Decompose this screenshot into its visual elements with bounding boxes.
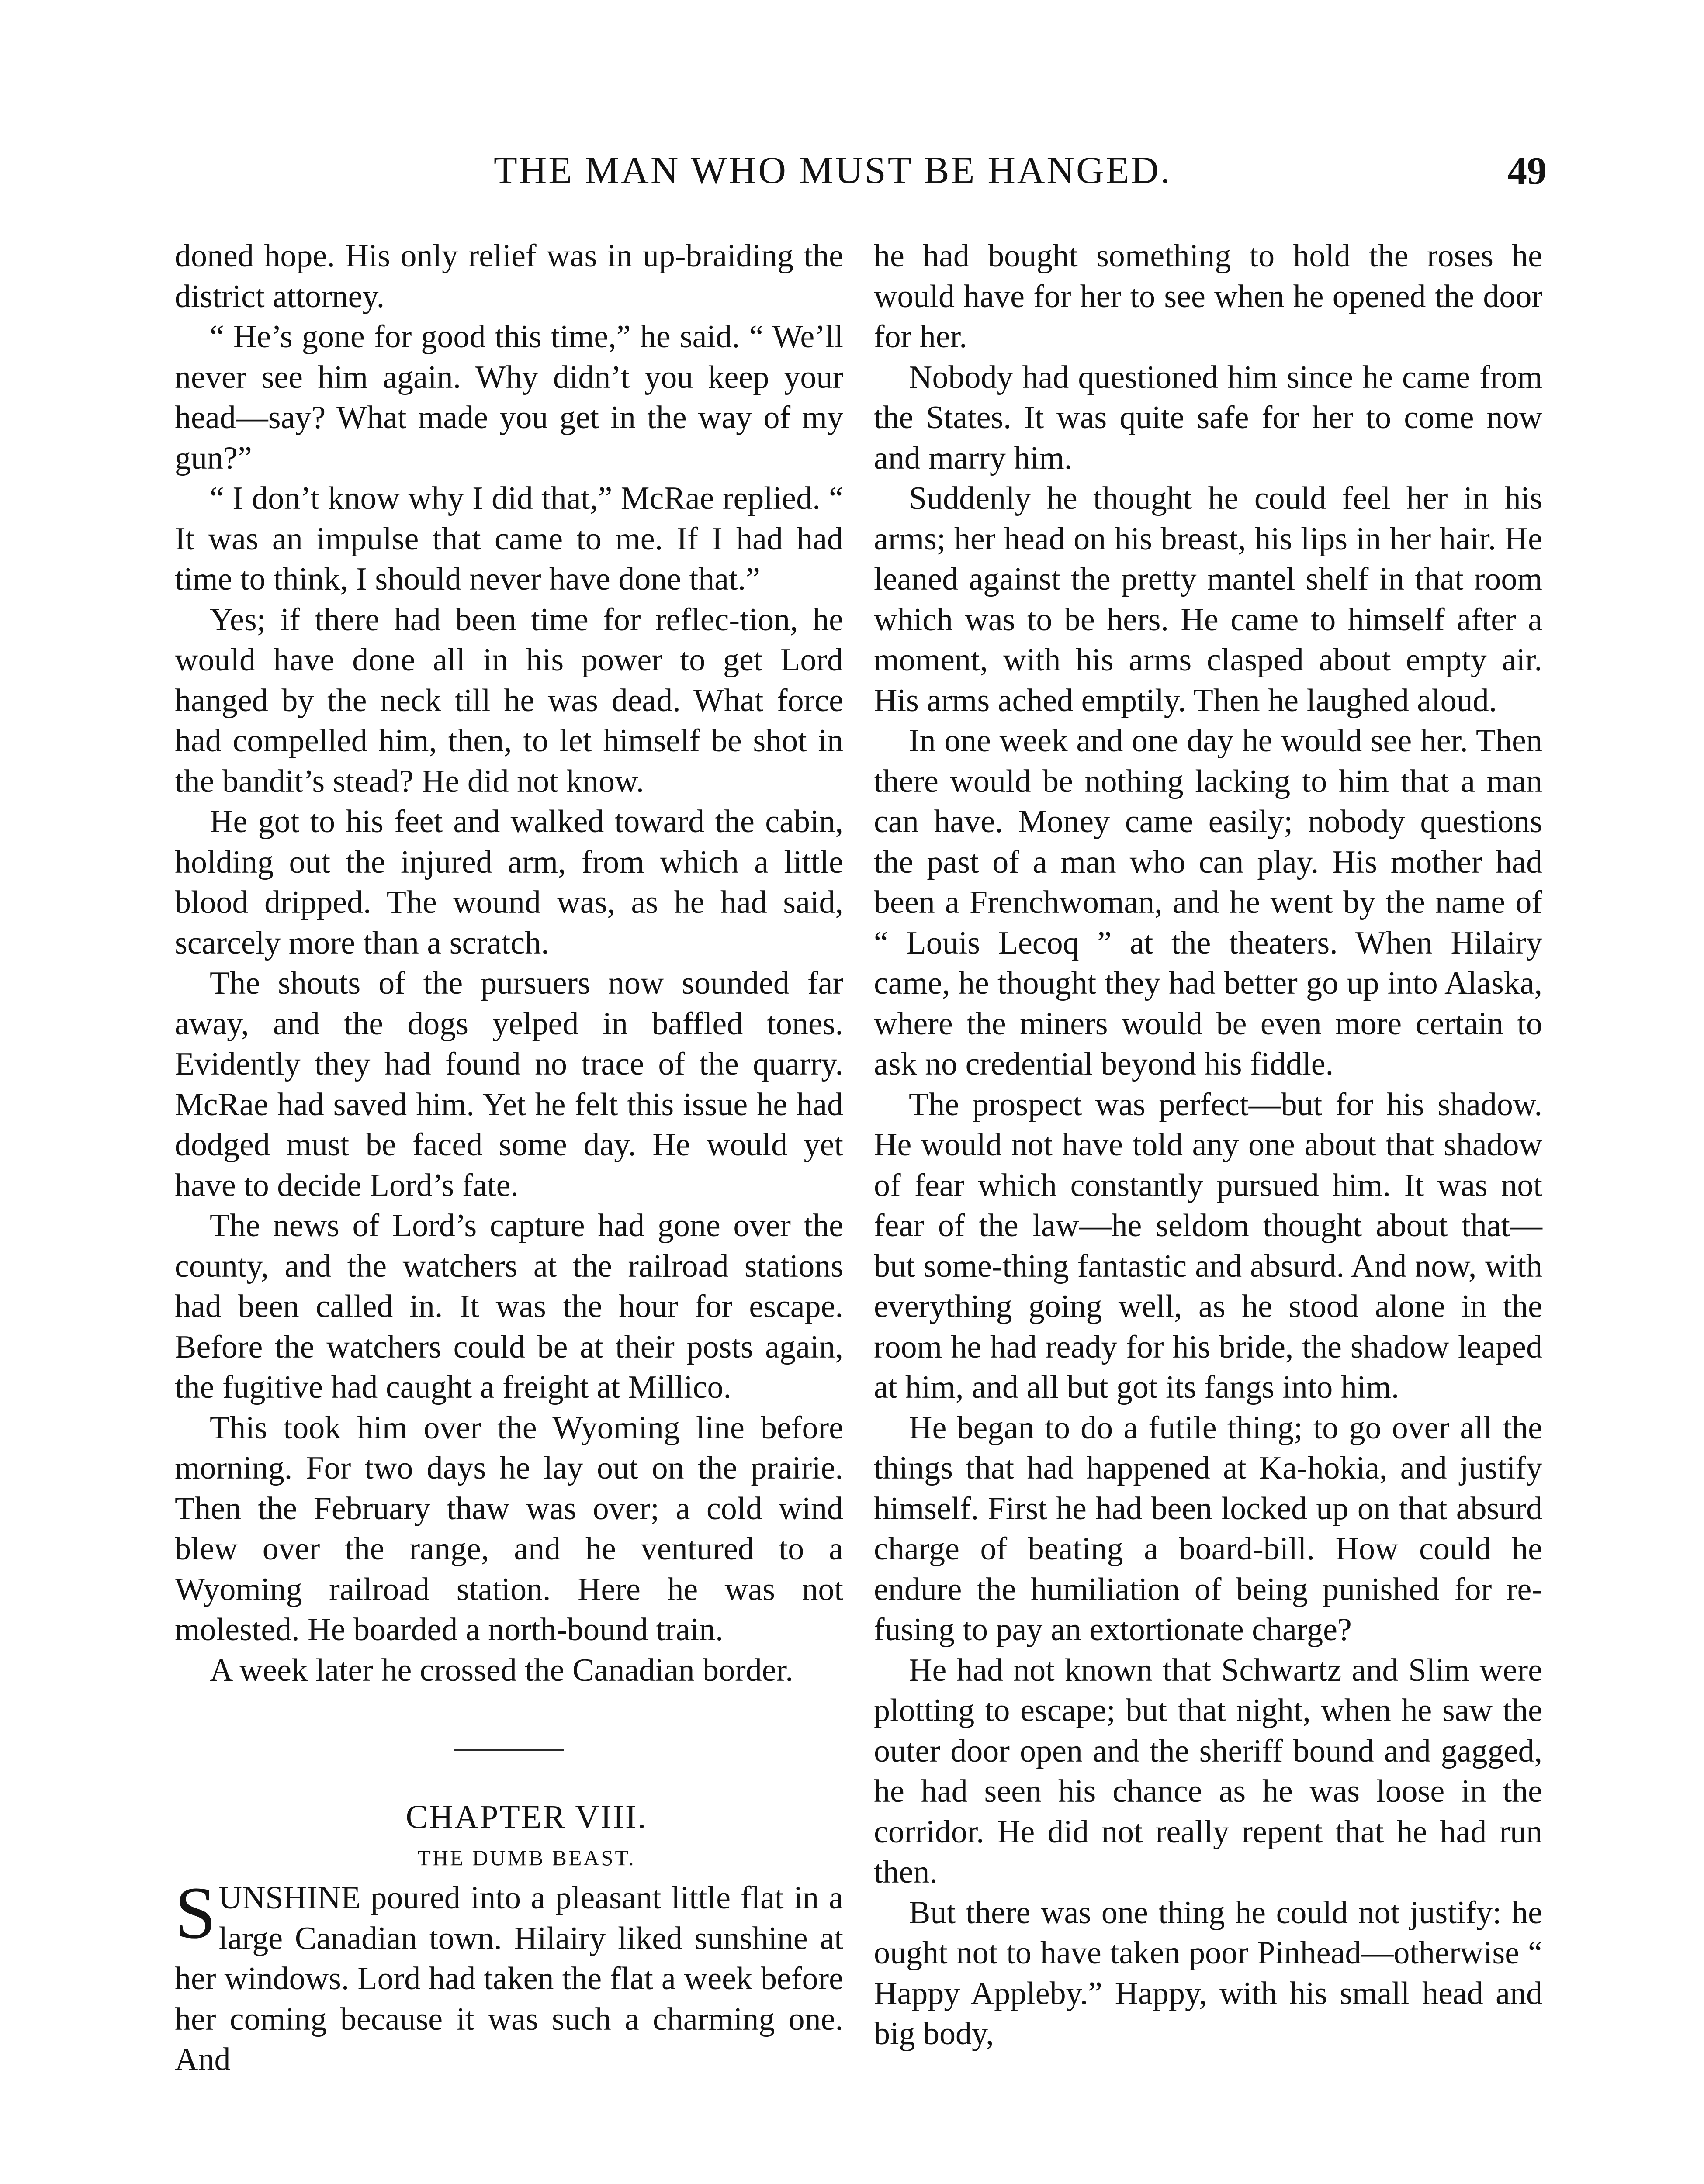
paragraph: doned hope. His only relief was in up-braiding the district attorney.: [175, 238, 843, 314]
paragraph: “ I don’t know why I did that,” McRae replied. “ It was an impulse that came to me. If I had had time to think, I should never have done that.”: [175, 480, 843, 597]
paragraph: In one week and one day he would see her. Then there would be nothing lacking to him that a man can have. Money came easily; nobody questions the past of a man who can play. His mother had been a Frenchwoman, and he went by the name of “ Louis Lecoq ” at the theaters. When Hilairy came, he thought they had better go up into Alaska, where the miners would be even more certain to ask no credential beyond his fiddle.: [874, 723, 1542, 1082]
paragraph: He had not known that Schwartz and Slim were plotting to escape; but that night, when he saw the outer door open and the sheriff bound and gagged, he had seen his chance as he was loose in the corridor. He did not really repent that he had run then.: [874, 1652, 1542, 1890]
paragraph: “ He’s gone for good this time,” he said. “ We’ll never see him again. Why didn’t you keep your head—say? What made you get in the way of my gun?”: [175, 319, 843, 476]
running-title: THE MAN WHO MUST BE HANGED.: [494, 149, 1172, 192]
paragraph: This took him over the Wyoming line before morning. For two days he lay out on the prairie. Then the February thaw was over; a cold wind blew over the range, and he ventured to a Wyoming railroad station. Here he was not molested. He boarded a north-bound train.: [175, 1410, 843, 1648]
paragraph: The prospect was perfect—but for his shadow. He would not have told any one about that shadow of fear which constantly pursued him. It was not fear of the law—he seldom thought about that—but some-thing fantastic and absurd. And now, with everything going well, as he stood alone in the room he had ready for his bride, the shadow leaped at him, and all but got its fangs into him.: [874, 1086, 1542, 1405]
paragraph: A week later he crossed the Canadian border.: [210, 1652, 793, 1688]
opening-text: UNSHINE poured into a pleasant little flat in a large Canadian town. Hilairy liked sunshine at her windows. Lord had taken the flat a week before her coming because it was such a charming one. And: [175, 1880, 843, 2077]
drop-cap: S: [175, 1872, 216, 1954]
paragraph: Yes; if there had been time for reflec-tion, he would have done all in his power to get Lord hanged by the neck till he was dead. What force had compelled him, then, to let himself be shot in the bandit’s stead? He did not know.: [175, 601, 843, 799]
chapter-opening-paragraph: [175, 1872, 843, 2080]
paragraph: But there was one thing he could not justify: he ought not to have taken poor Pinhead—otherwise “ Happy Appleby.” Happy, with his small head and big body,: [874, 1894, 1542, 2052]
paragraph: He got to his feet and walked toward the cabin, holding out the injured arm, from which a little blood dripped. The wound was, as he had said, scarcely more than a scratch.: [175, 804, 843, 961]
chapter-number: CHAPTER VIII.: [405, 1799, 648, 1835]
paragraph: He began to do a futile thing; to go over all the things that had happened at Ka-hokia, and justify himself. First he had been locked up on that absurd charge of beating a board-bill. How could he endure the humiliation of being punished for re-fusing to pay an extortionate charge?: [874, 1410, 1542, 1648]
page-number: 49: [1507, 149, 1547, 193]
section-divider: [454, 1749, 564, 1751]
running-head: [175, 149, 1547, 197]
right-column: [874, 236, 1542, 2054]
left-column: [175, 236, 843, 2080]
paragraph: he had bought something to hold the roses he would have for her to see when he opened the door for her.: [874, 238, 1542, 355]
paragraph: The news of Lord’s capture had gone over the county, and the watchers at the railroad stations had been called in. It was the hour for escape. Before the watchers could be at their posts again, the fugitive had caught a freight at Millico.: [175, 1208, 843, 1405]
paragraph: The shouts of the pursuers now sounded far away, and the dogs yelped in baffled tones. Evidently they had found no trace of the quarry. McRae had saved him. Yet he felt this issue he had dodged must be faced some day. He would yet have to decide Lord’s fate.: [175, 965, 843, 1203]
paragraph: Suddenly he thought he could feel her in his arms; her head on his breast, his lips in her hair. He leaned against the pretty mantel shelf in that room which was to be hers. He came to himself after a moment, with his arms clasped about empty air. His arms ached emptily. Then he laughed aloud.: [874, 480, 1542, 719]
chapter-title: THE DUMB BEAST.: [417, 1845, 636, 1870]
paragraph: Nobody had questioned him since he came from the States. It was quite safe for her to come now and marry him.: [874, 359, 1542, 476]
